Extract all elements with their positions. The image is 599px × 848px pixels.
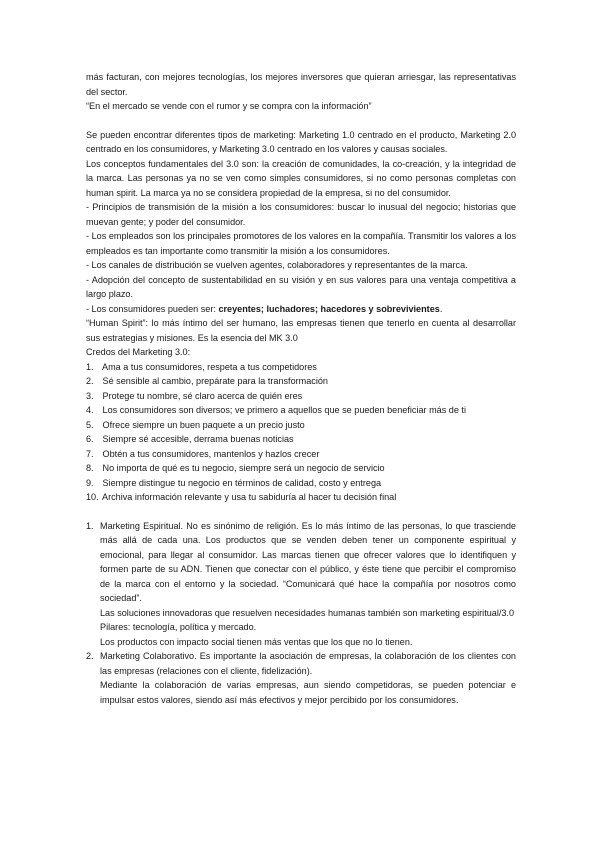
list-number: 7. [86, 448, 94, 459]
list-text: Archiva información relevante y usa tu sabiduría al hacer tu decisión final [102, 492, 397, 502]
section-number: 2. [86, 651, 94, 661]
list-text: Siempre distingue tu negocio en términos de calidad, costo y entrega [102, 477, 382, 488]
list-text: Obtén a tus consumidores, mantenlos y hazlos crecer [102, 448, 320, 459]
credos-list [86, 360, 516, 505]
list-item [86, 447, 516, 462]
list-text: Protege tu nombre, sé claro acerca de quién eres [102, 390, 303, 401]
list-number: 4. [86, 405, 94, 415]
list-text: Siempre sé accesible, derrama buenas noticias [102, 434, 294, 444]
section-number: 1. [86, 520, 94, 531]
spiritual-paragraph: Marketing Espiritual. No es sinónimo de religión. Es lo más íntimo de las personas, lo que trasciende más allá de cada una. Los productos que se venden deben tener un componente espiritual y emocional, para llegar al consumidor. Las marcas tienen que ofrecer valores que lo identifiquen y formen parte de su ADN. Tienen que conectar con el público, y éste tiene que percibir el compromiso de la marca con el entorno y la sociedad. “Comunicará qué hace la compañía por nosotros como sociedad”. [100, 520, 516, 603]
collaborative-paragraph: Marketing Colaborativo. Es importante la asociación de empresas, la colaboración de los clientes con las empresas (relaciones con el cliente, fidelización). [100, 651, 516, 676]
list-number: 5. [86, 419, 94, 430]
list-text: No importa de qué es tu negocio, siempre será un negocio de servicio [102, 463, 385, 473]
page-content [86, 70, 516, 707]
list-number: 6. [86, 434, 94, 444]
list-number: 2. [86, 376, 94, 386]
human-spirit-paragraph: “Human Spirit”: lo más íntimo del ser humano, las empresas tienen que tenerlo en cuenta al desarrollar sus estrategias y misiones. Es la esencia del MK 3.0 [86, 318, 516, 343]
channels-item: - Los canales de distribución se vuelven agentes, colaboradores y representantes de la marca. [86, 260, 468, 270]
collaboration-benefits-paragraph: Mediante la colaboración de varias empresas, aun siendo competidoras, se pueden potenciar e impulsar estos valores, siendo así más efectivos y mejor percibido por los consumidores. [100, 680, 516, 705]
list-item [86, 374, 516, 389]
consumer-types-prefix: - Los consumidores pueden ser: [86, 303, 219, 314]
social-impact-paragraph: Los productos con impacto social tienen más ventas que los que no lo tienen. [100, 636, 413, 647]
marketing-types-paragraph: Se pueden encontrar diferentes tipos de marketing: Marketing 1.0 centrado en el producto, Marketing 2.0 centrado en los consumidores, y Marketing 3.0 centrado en los valores y causas sociales. [86, 129, 516, 154]
intro-paragraph: más facturan, con mejores tecnologías, los mejores inversores que quieran arriesgar, las representativas del sector. [86, 72, 516, 97]
section-body [100, 519, 516, 650]
list-item [86, 418, 516, 433]
spacer [86, 114, 516, 128]
list-text: Ama a tus consumidores, respeta a tus competidores [102, 361, 317, 372]
list-item [86, 389, 516, 404]
list-number: 9. [86, 477, 94, 488]
innovative-solutions-paragraph: Las soluciones innovadoras que resuelven necesidades humanas también son marketing espiritual/3.0 [100, 607, 515, 618]
section-spiritual-marketing [86, 519, 516, 650]
list-text: Ofrece siempre un buen paquete a un precio justo [102, 419, 305, 430]
principles-item: - Principios de transmisión de la misión a los consumidores: buscar lo inusual del negocio; historias que muevan gente; y poder del consumidor. [86, 202, 516, 227]
section-body [100, 649, 516, 707]
sustainability-item: - Adopción del concepto de sustentabilidad en su visión y en sus valores para una ventaja competitiva a largo plazo. [86, 274, 516, 299]
consumer-types-suffix: . [439, 303, 443, 314]
list-item [86, 461, 516, 476]
list-number: 8. [86, 463, 94, 473]
list-number: 10. [86, 492, 99, 502]
list-number: 1. [86, 361, 94, 372]
intro-quote: “En el mercado se vende con el rumor y se compra con la información” [86, 101, 372, 111]
consumer-types-item [86, 302, 516, 317]
list-item [86, 360, 516, 375]
list-item [86, 490, 516, 505]
spacer [86, 505, 516, 519]
section-collaborative-marketing [86, 649, 516, 707]
list-item [86, 432, 516, 447]
list-text: Los consumidores son diversos; ve primero a aquellos que se pueden beneficiar más de ti [102, 405, 466, 415]
credos-title: Credos del Marketing 3.0: [86, 347, 191, 357]
consumer-types-bold: creyentes; luchadores; hacedores y sobrevivientes [218, 303, 440, 314]
list-item [86, 476, 516, 491]
employees-item: - Los empleados son los principales promotores de los valores en la compañía. Transmitir los valores a los empleados es tan importante como transmitir la misión a los consumidores. [86, 231, 516, 256]
list-number: 3. [86, 390, 94, 401]
list-item [86, 403, 516, 418]
concepts-paragraph: Los conceptos fundamentales del 3.0 son: la creación de comunidades, la co-creación, y la integridad de la marca. Las personas ya no se ven como simples consumidores, si no como personas completas con human spirit. La marca ya no se considera propiedad de la empresa, si no del consumidor. [86, 158, 516, 198]
list-text: Sé sensible al cambio, prepárate para la transformación [102, 376, 328, 386]
pillars-paragraph: Pilares: tecnología, política y mercado. [100, 622, 257, 632]
